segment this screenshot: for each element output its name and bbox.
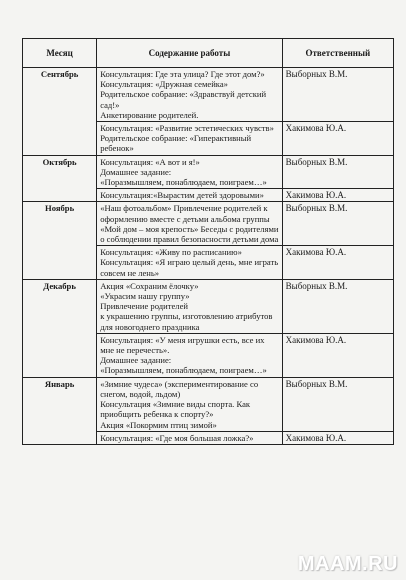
watermark-logo: MAAM.RU xyxy=(297,553,398,575)
responsible-cell: Выборных В.М. xyxy=(282,377,393,431)
work-content-cell xyxy=(97,68,282,122)
work-content-cell xyxy=(97,279,282,333)
work-item-text: Консультация «Зимние виды спорта. Как приобщить ребенка к спорту?» xyxy=(100,399,251,420)
responsible-cell: Выборных В.М. xyxy=(282,68,393,122)
work-item-text: Акция «Сохраним ёлочку» xyxy=(100,280,199,291)
table-row xyxy=(23,377,394,431)
header-work-content: Содержание работы xyxy=(97,39,282,68)
responsible-cell: Хакимова Ю.А. xyxy=(282,431,393,444)
responsible-cell: Выборных В.М. xyxy=(282,279,393,333)
header-responsible: Ответственный xyxy=(282,39,393,68)
work-content-cell xyxy=(97,122,282,156)
work-item-text: «Поразмышляем, понаблюдаем, поиграем…» xyxy=(100,177,267,188)
work-content-cell xyxy=(97,202,282,246)
responsible-cell: Хакимова Ю.А. xyxy=(282,189,393,202)
work-item-text: Консультация: «Я играю целый день, мне играть совсем не лень» xyxy=(100,257,279,278)
work-item-text: Консультация: «Живу по расписанию» xyxy=(100,247,242,258)
work-item-text: Консультация: «У меня игрушки есть, все их мне не перечесть». xyxy=(100,334,265,356)
month-cell: Январь xyxy=(23,377,97,444)
table-row xyxy=(23,202,394,246)
work-item-text: «Поразмышляем, понаблюдаем, поиграем…» xyxy=(100,365,267,376)
work-content-cell xyxy=(97,189,282,202)
responsible-cell: Выборных В.М. xyxy=(282,155,393,189)
work-item-text: «Зимние чудеса» (экспериментирование со снегом, водой, льдом) xyxy=(100,378,259,399)
responsible-cell: Хакимова Ю.А. xyxy=(282,333,393,377)
month-cell: Октябрь xyxy=(23,155,97,202)
work-item-text: Консультация: «Развитие эстетических чувств» xyxy=(100,123,274,134)
work-item-text: Домашнее задание: xyxy=(100,166,172,177)
work-content-cell xyxy=(97,155,282,189)
month-cell: Декабрь xyxy=(23,279,97,377)
work-item-text: к украшению группы, изготовлению атрибутов для новогоднего праздника xyxy=(100,311,273,332)
work-item-text: «Украсим нашу группу» xyxy=(100,291,190,302)
work-item-text: Консультация: «А вот и я!» xyxy=(100,156,200,167)
work-item-text: Родительское собрание: «Гиперактивный ребенок» xyxy=(100,133,252,154)
work-item-text: Анкетирование родителей. xyxy=(100,109,199,120)
work-item-text: «Мой дом – моя крепость» Беседы с родителями о соблюдении правил безопасности детьми дома xyxy=(100,223,279,245)
header-month: Месяц xyxy=(23,39,97,68)
work-plan-table xyxy=(22,38,394,445)
table-header-row xyxy=(23,39,394,68)
table-row xyxy=(23,68,394,122)
work-item-text: Консультация:«Вырастим детей здоровыми» xyxy=(100,190,264,201)
responsible-cell: Выборных В.М. xyxy=(282,202,393,246)
work-item-text: Привлечение родителей xyxy=(100,301,189,312)
work-item-text: Консультация: Где эта улица? Где этот дом?» xyxy=(100,69,265,79)
work-content-cell xyxy=(97,431,282,444)
work-item-text: Домашнее задание: xyxy=(100,355,172,366)
work-item-text: Консультация: «Где моя большая ложка?» xyxy=(100,432,254,443)
month-cell: Ноябрь xyxy=(23,202,97,279)
work-item-text: Родительское собрание: «Здравствуй детский сад!» xyxy=(100,89,267,110)
responsible-cell: Хакимова Ю.А. xyxy=(282,246,393,280)
responsible-cell: Хакимова Ю.А. xyxy=(282,122,393,156)
work-item-text: «Наш фотоальбом» Привлечение родителей к оформлению вместе с детьми альбома группы xyxy=(100,203,270,224)
month-cell: Сентябрь xyxy=(23,68,97,156)
table-row xyxy=(23,155,394,189)
work-content-cell xyxy=(97,377,282,431)
work-item-text: Акция «Покормим птиц зимой» xyxy=(100,419,217,430)
work-item-text: Консультация: «Дружная семейка» xyxy=(100,79,228,90)
table-row xyxy=(23,279,394,333)
work-content-cell xyxy=(97,333,282,377)
work-content-cell xyxy=(97,246,282,280)
